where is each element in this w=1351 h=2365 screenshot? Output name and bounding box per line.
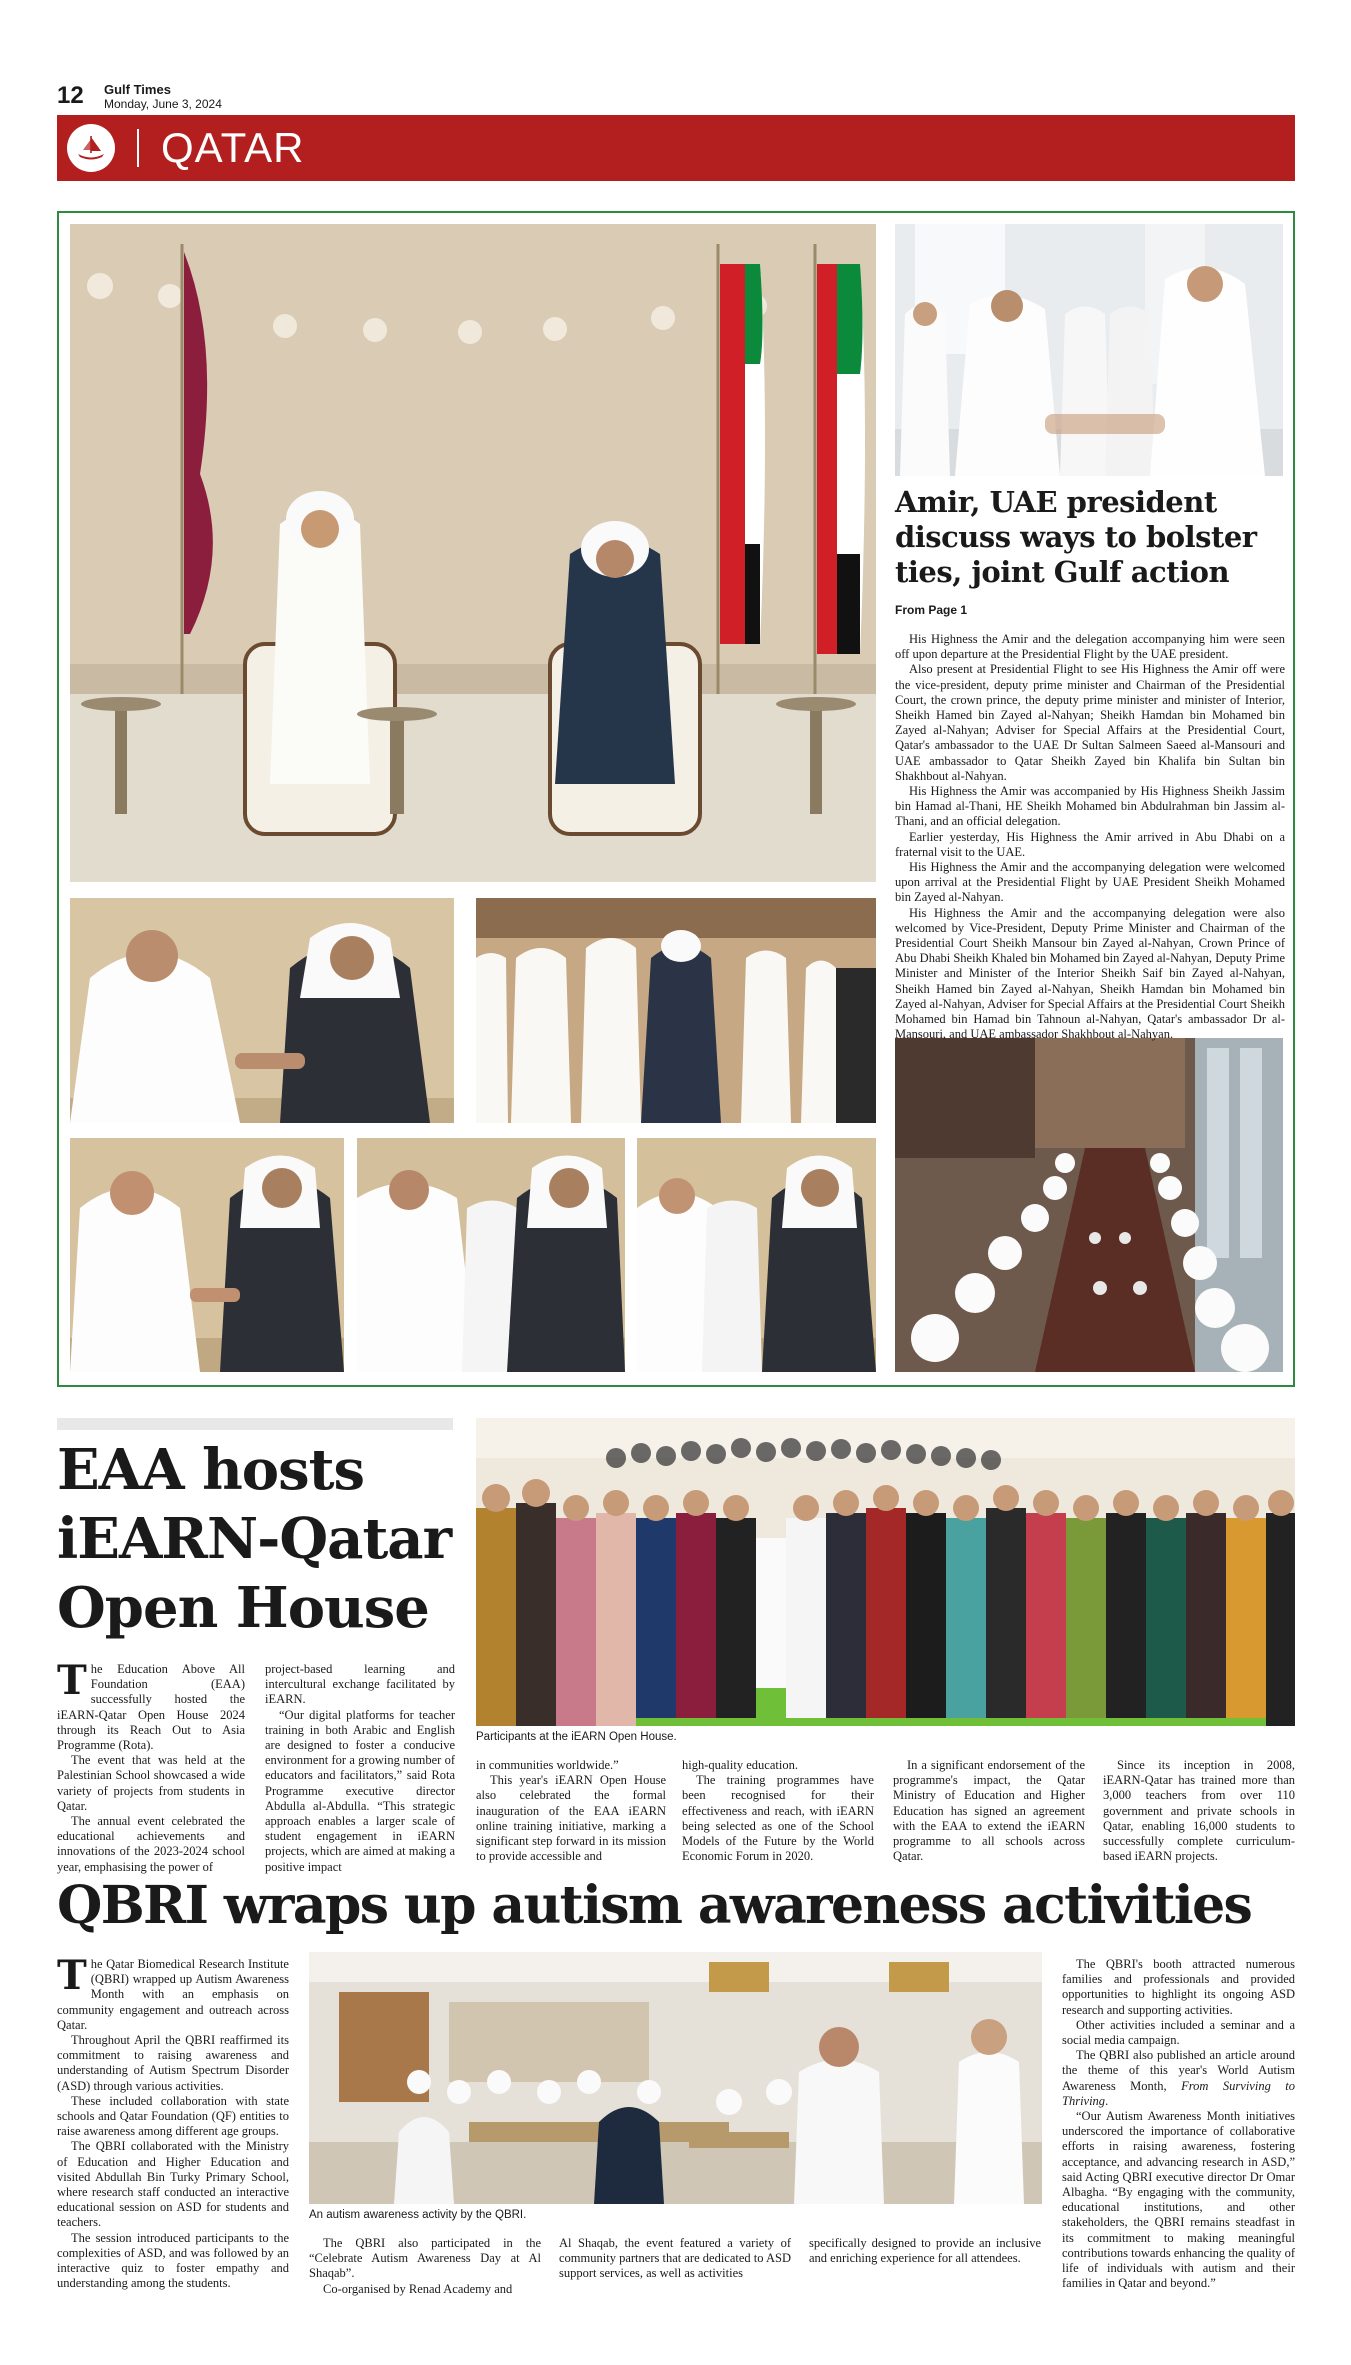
story2-paragraph: The annual event celebrated the educational achievements and innovations of the 2023-2024 school year, emphasising the power of [57,1814,245,1874]
section-title: QATAR [161,124,305,171]
story3-paragraph: The QBRI's booth attracted numerous families and professionals and provided opportunities to highlight its ongoing ASD research and supporting activities. [1062,1957,1295,2017]
headline-eaa: EAA hosts iEARN-Qatar Open House [57,1437,452,1641]
publication-date: Monday, June 3, 2024 [104,97,222,111]
story3-column-1 [57,1952,289,2291]
story1-paragraph: Also present at Presidential Flight to see His Highness the Amir off were the vice-president, deputy prime minister and Chairman of the Presidential Court, the crown prince, the deputy prime minister and minister of Interior, Sheikh Hamed bin Zayed al-Nahyan; Sheikh Hamdan bin Mohamed bin Zayed al-Nahyan; Adviser for Special Affairs at the Presidential Court, Qatar's ambassador to the UAE Dr Sultan Salmeen Saeed al-Mansouri and UAE ambassador to Qatar Sheikh Zayed bin Khalifa bin Sultan bin Shakhbout al-Nahyan. [895,662,1285,783]
story2-paragraph: The event that was held at the Palestinian School showcased a wide variety of projects from students in Qatar. [57,1753,245,1813]
photo-handshake-departure [895,224,1283,476]
article-intro: The QBRI also published an article around the theme of this year's World Autism Awareness Month, [1062,2048,1295,2093]
story2-column-2 [265,1662,455,1875]
story3-paragraph: Co-organised by Renad Academy and [323,2281,513,2296]
story2-column-5 [893,1758,1085,1864]
qbri-photo-caption: An autism awareness activity by the QBRI. [309,2209,527,2221]
section-accent-bar [57,1418,453,1430]
story2-paragraph: in communities worldwide.” [476,1758,619,1772]
from-page-label: From Page 1 [895,603,968,617]
photo-arrival-walk [476,898,876,1123]
story2-column-1 [57,1657,245,1875]
story3-paragraph: Other activities included a seminar and a social media campaign. [1062,2017,1295,2048]
photo-banquet [895,1038,1283,1372]
photo-handshake-5 [637,1138,876,1372]
story2-column-6 [1103,1758,1295,1864]
story3-column-3 [559,2236,791,2282]
story1-body [895,632,1285,1042]
story2-paragraph: “Our digital platforms for teacher training in both Arabic and English are designed to foster a conducive environment for a growing number of educators and facilitators,” said Rota Programme executive director Abdulla al-Abdulla. “This strategic approach enables a larger scale of student engagement in iEARN projects, which are aimed at making a positive impact [265,1707,455,1874]
banner-divider [137,129,139,167]
dropcap: T [57,1657,87,1704]
story3-lead: he Qatar Biomedical Research Institute (QBRI) wrapped up Autism Awareness Month with an emphasis on community engagement and outreach across Qatar. [57,1957,289,2032]
headline-qbri: QBRI wraps up autism awareness activities [57,1875,1252,1936]
photo-handshake-3 [70,1138,344,1372]
story3-column-4 [809,2236,1041,2266]
dropcap: T [57,1952,87,1999]
story3-paragraph-article: The QBRI also published an article around the theme of this year's World Autism Awareness Month, From Surviving to Thriving. [1062,2048,1296,2108]
page-number: 12 [57,82,84,109]
story3-paragraph: The QBRI also participated in the “Celebrate Autism Awareness Day at Al Shaqab”. [309,2236,541,2281]
story3-column-2 [309,2236,541,2297]
story1-paragraph: His Highness the Amir was accompanied by His Highness Sheikh Jassim bin Hamad al-Thani, HE Sheikh Mohamed bin Abdulrahman bin Jassim al-Thani, and an official delegation. [895,784,1285,829]
iearn-photo-caption: Participants at the iEARN Open House. [476,1731,677,1743]
photo-qbri-classroom [309,1952,1042,2204]
story3-paragraph: specifically designed to provide an inclusive and enriching experience for all attendees. [809,2236,1041,2266]
story3-column-5 [1062,1957,1295,2291]
article-title: From Surviving to Thriving [1062,2078,1296,2108]
story2-paragraph: This year's iEARN Open House also celebrated the formal inauguration of the EAA iEARN online training initiative, marking a significant step forward in its mission to provide accessible and [476,1773,666,1864]
story3-paragraph: These included collaboration with state schools and Qatar Foundation (QF) entities to raise awareness among different age groups. [57,2093,289,2139]
story1-paragraph: His Highness the Amir and the accompanying delegation were also welcomed by Vice-President, Deputy Prime Minister and Chairman of the Presidential Court Sheikh Mansour bin Zayed al-Nahyan, Crown Prince of Abu Dhabi Sheikh Khaled bin Mohamed bin Zayed al-Nahyan, Deputy Prime Minister and Minister of the Interior Sheikh Saif bin Zayed al-Nahyan, Sheikh Hamed bin Zayed al-Nahyan, Sheikh Hamdan bin Mohamed bin Zayed al-Nahyan, Adviser for Special Affairs at the Presidential Court Sheikh Mohamed bin Hamad bin Tahnoun al-Nahyan, Qatar's ambassador Dr al-Mansouri, and UAE ambassador Shakhbout al-Nahyan. [895,905,1285,1042]
story2-paragraph: high-quality education. [682,1758,798,1772]
story2-paragraph-dropcap [57,1657,245,1753]
photo-handshake-4 [357,1138,625,1372]
story2-lead: he Education Above All Foundation (EAA) successfully hosted the iEARN-Qatar Open House 2024 through its Reach Out to Asia Programme (Rota). [57,1662,245,1753]
story1-paragraph: Earlier yesterday, His Highness the Amir arrived in Abu Dhabi on a fraternal visit to the UAE. [895,829,1285,859]
dhow-boat-icon [67,124,115,172]
story3-paragraph: Throughout April the QBRI reaffirmed its commitment to raising awareness and understanding of Autism Spectrum Disorder (ASD) through various activities. [57,2033,289,2093]
main-photo-meeting [70,224,876,882]
story3-paragraph: “Our Autism Awareness Month initiatives underscored the importance of collaborative efforts in raising awareness, fostering acceptance, and advancing research in ASD,” said Acting QBRI executive director Dr Omar Albagha. “By engaging with the community, educational institutions, and other stakeholders, the QBRI remains steadfast in its commitment to making meaningful contributions towards enhancing the quality of life of individuals with autism and their families in Qatar and beyond.” [1062,2109,1295,2291]
story3-paragraph: Al Shaqab, the event featured a variety of community partners that are dedicated to ASD support services, as well as activities [559,2236,791,2281]
story2-paragraph: In a significant endorsement of the programme's impact, the Qatar Ministry of Education and Higher Education has signed an agreement with the EAA to extend the iEARN programme to all schools across Qatar. [893,1758,1085,1864]
story2-paragraph: Since its inception in 2008, iEARN-Qatar has trained more than 3,000 teachers from over 110 government and private schools in Qatar, enabling 16,000 students to successfully complete curriculum-based iEARN projects. [1103,1758,1295,1864]
masthead: Gulf Times [104,82,171,97]
story3-paragraph-dropcap [57,1952,289,2033]
section-banner [57,115,1295,181]
story2-column-3 [476,1758,666,1864]
story2-paragraph: project-based learning and intercultural exchange facilitated by iEARN. [265,1662,455,1707]
headline-amir-uae: Amir, UAE president discuss ways to bolster ties, joint Gulf action [895,485,1257,589]
photo-iearn-group [476,1418,1295,1726]
photo-handshake-2 [70,898,454,1123]
story3-paragraph: The QBRI collaborated with the Ministry of Education and Higher Education and visited Abdullah Bin Turky Primary School, where research staff conducted an interactive educational session on ASD for students and teachers. [57,2139,289,2230]
story2-column-4 [682,1758,874,1864]
story3-paragraph: The session introduced participants to the complexities of ASD, and was followed by an interactive quiz to foster empathy and understanding among the students. [57,2230,289,2291]
story1-paragraph: His Highness the Amir and the accompanying delegation were welcomed upon arrival at the Presidential Flight by UAE President Sheikh Mohamed bin Zayed al-Nahyan. [895,860,1285,905]
story1-paragraph: His Highness the Amir and the delegation accompanying him were seen off upon departure at the Presidential Flight by the UAE president. [895,632,1285,662]
story2-paragraph: The training programmes have been recognised for their effectiveness and reach, with iEARN being selected as one of the School Models of the Future by the World Economic Forum in 2020. [682,1773,874,1864]
